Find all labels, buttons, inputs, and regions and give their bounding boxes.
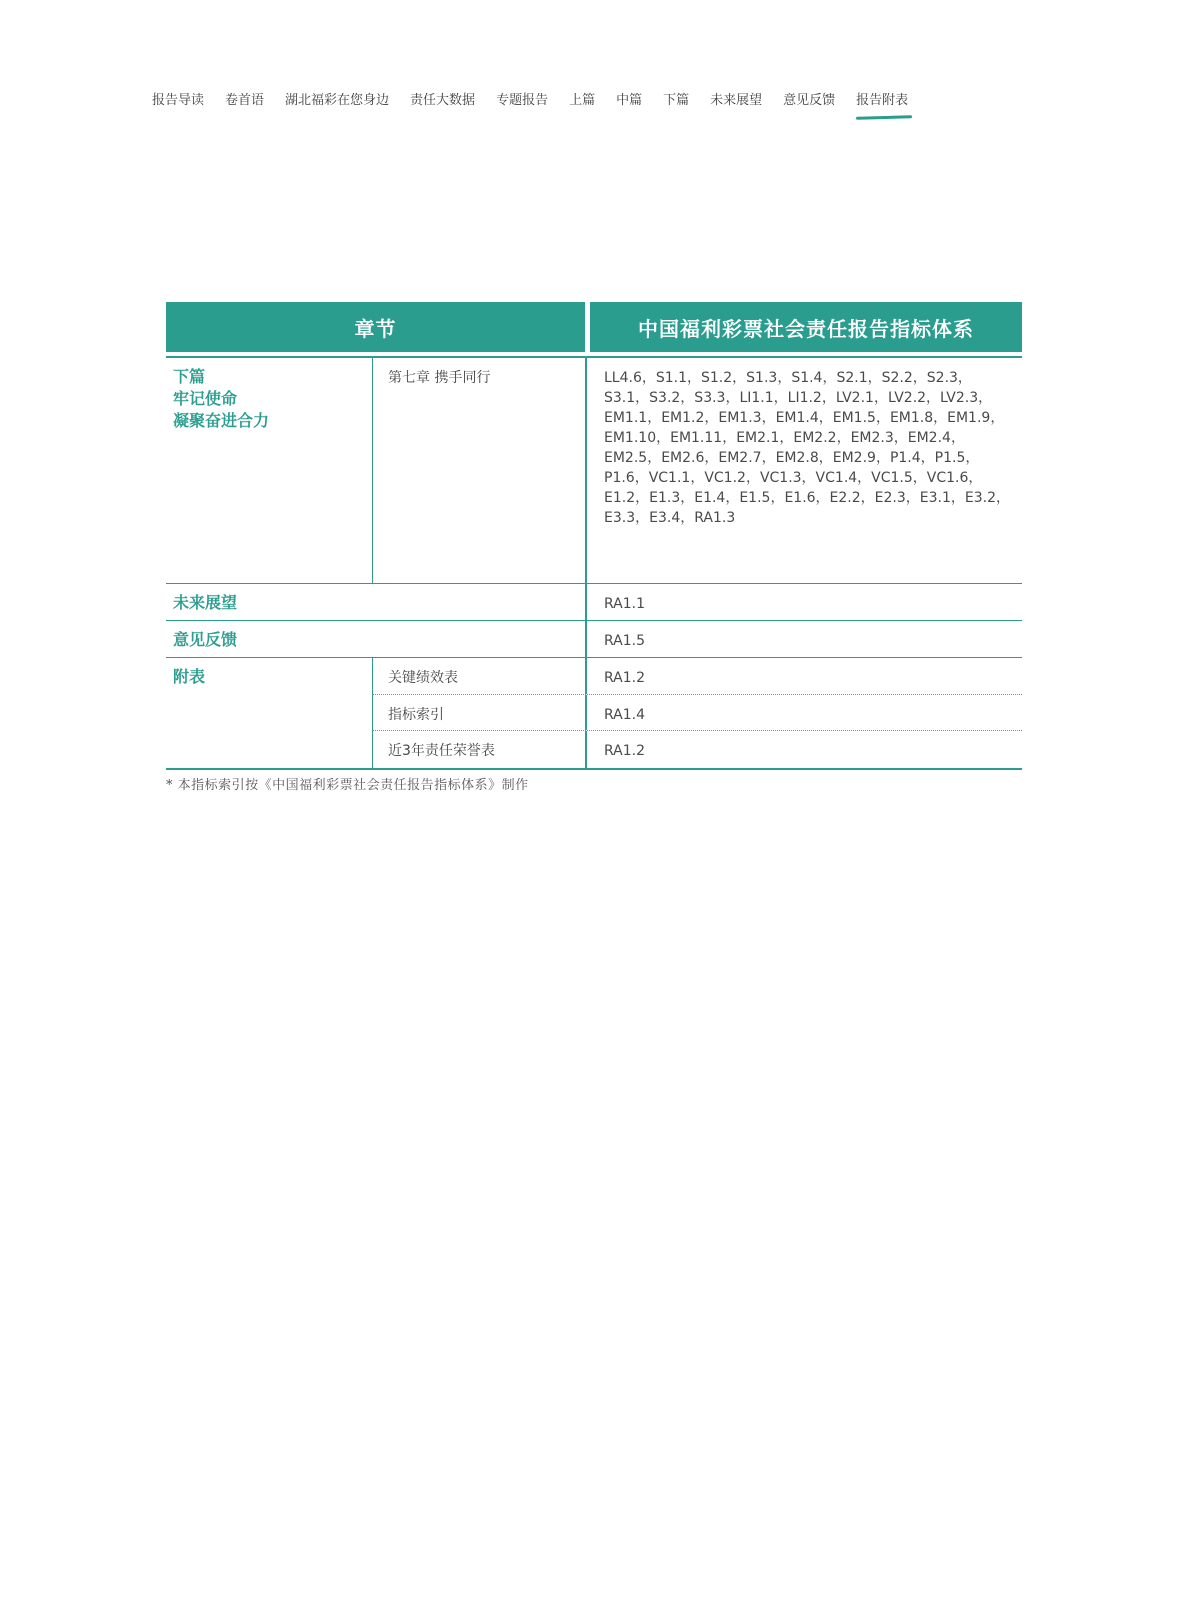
subchapter-cell-honors: 近3年责任荣誉表	[373, 731, 587, 768]
nav-item-appendix[interactable]: 报告附表	[856, 93, 909, 108]
header-indicator-system: 中国福利彩票社会责任报告指标体系	[590, 302, 1022, 352]
chapter-cell-appendix: 附表	[166, 658, 373, 768]
table-row-appendix	[166, 658, 1022, 768]
nav-item-feedback[interactable]: 意见反馈	[783, 93, 836, 108]
indicators-cell-honors: RA1.2	[604, 743, 646, 760]
indicators-cell-feedback: RA1.5	[604, 633, 646, 649]
table-footnote: * 本指标索引按《中国福利彩票社会责任报告指标体系》制作	[166, 778, 529, 793]
subchapter-cell-kpi: 关键绩效表	[373, 658, 587, 694]
chapter-part-subtitle-2: 凝聚奋进合力	[173, 411, 270, 430]
indicators-cell-index: RA1.4	[604, 706, 646, 723]
chapter-cell-part-three	[166, 358, 373, 583]
nav-item-part-three[interactable]: 下篇	[663, 93, 690, 108]
nav-item-part-one[interactable]: 上篇	[569, 93, 596, 108]
nav-item-report-guide[interactable]: 报告导读	[152, 93, 205, 108]
table-header	[166, 302, 1022, 352]
chapter-cell-feedback: 意见反馈	[166, 621, 587, 657]
table-body	[166, 356, 1022, 770]
nav-item-hubei-welfare-lottery[interactable]: 湖北福彩在您身边	[285, 93, 390, 108]
subchapter-cell-chapter-seven: 第七章 携手同行	[373, 358, 587, 583]
appendix-subrows	[373, 658, 1022, 768]
table-row-part-three	[166, 358, 1022, 584]
indicators-cell-outlook: RA1.1	[604, 596, 646, 612]
indicator-index-table	[166, 302, 1022, 770]
indicators-cell-part-three: LL4.6，S1.1，S1.2，S1.3，S1.4，S2.1，S2.2，S2.3，S3.1，S3.2，S3.3，LI1.1，LI1.2，LV2.1，LV2.2，LV2.3，EM1.1，EM1.2，EM1.3，EM1.4，EM1.5，EM1.8，EM1.9，EM1.10，EM1.11，EM2.1，EM2.2，EM2.3，EM2.4，EM2.5，EM2.6，EM2.7，EM2.8，EM2.9，P1.4，P1.5，P1.6，VC1.1，VC1.2，VC1.3，VC1.4，VC1.5，VC1.6，E1.2，E1.3，E1.4，E1.5，E1.6，E2.2，E2.3，E3.1，E3.2，E3.3，E3.4，RA1.3	[604, 370, 1010, 526]
chapter-part-label: 下篇	[173, 367, 206, 386]
header-chapter: 章节	[166, 302, 585, 352]
table-row-feedback	[166, 621, 1022, 658]
top-navigation	[152, 90, 908, 112]
nav-item-part-two[interactable]: 中篇	[616, 93, 643, 108]
nav-item-special-report[interactable]: 专题报告	[496, 93, 549, 108]
appendix-subrow-honors	[373, 731, 1022, 768]
indicators-cell-kpi: RA1.2	[604, 670, 646, 686]
appendix-subrow-index	[373, 695, 1022, 732]
subchapter-cell-index: 指标索引	[373, 695, 587, 731]
appendix-subrow-kpi	[373, 658, 1022, 695]
nav-item-outlook[interactable]: 未来展望	[710, 93, 763, 108]
nav-item-foreword[interactable]: 卷首语	[225, 93, 265, 108]
nav-item-responsibility-data[interactable]: 责任大数据	[410, 93, 476, 108]
table-row-outlook	[166, 584, 1022, 621]
chapter-part-subtitle-1: 牢记使命	[173, 389, 238, 408]
chapter-cell-outlook: 未来展望	[166, 584, 587, 620]
